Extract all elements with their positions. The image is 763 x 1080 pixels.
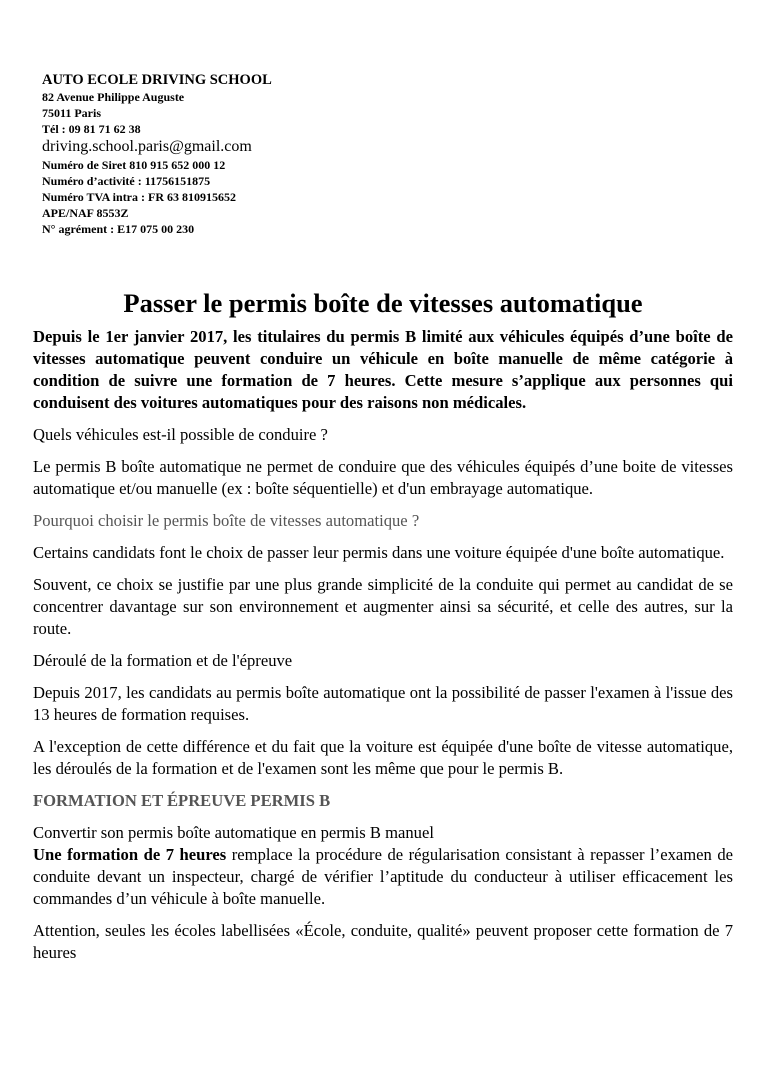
paragraph-candidates-choice: Certains candidats font le choix de passer leur permis dans une voiture équipée d'une boîte automatique.	[33, 543, 725, 562]
paragraph-since-2017: Depuis 2017, les candidats au permis boîte automatique ont la possibilité de passer l'examen à l'issue des 13 heures de formation requises.	[33, 683, 733, 724]
question-why-automatic: Pourquoi choisir le permis boîte de vitesses automatique ?	[33, 511, 420, 530]
company-address: 82 Avenue Philippe Auguste	[42, 90, 185, 104]
company-ape: APE/NAF 8553Z	[42, 206, 129, 220]
formation-rest: remplace la procédure de régularisation consistant à repasser l’examen de conduite devant un inspecteur, chargé de vérifier l’aptitude du conducteur à utiliser efficacement les commandes d’un véhicule à boîte manuelle.	[33, 845, 733, 908]
company-siret: Numéro de Siret 810 915 652 000 12	[42, 158, 226, 172]
letterhead	[42, 72, 462, 237]
article-body	[33, 286, 733, 974]
company-phone: Tél : 09 81 71 62 38	[42, 122, 141, 136]
paragraph-simplicity: Souvent, ce choix se justifie par une plus grande simplicité de la conduite qui permet au candidat de se concentrer davantage sur son environnement et augmenter ainsi sa sécurité, et celle des autres, sur la route.	[33, 575, 733, 638]
company-email: driving.school.paris@gmail.com	[42, 138, 252, 155]
question-convert: Convertir son permis boîte automatique en permis B manuel	[33, 823, 434, 842]
company-activite: Numéro d’activité : 11756151875	[42, 174, 211, 188]
page-title: Passer le permis boîte de vitesses automatique	[123, 288, 643, 318]
question-course-exam: Déroulé de la formation et de l'épreuve	[33, 651, 293, 670]
company-agrement: N° agrément : E17 075 00 230	[42, 222, 195, 236]
paragraph-exception: A l'exception de cette différence et du fait que la voiture est équipée d'une boîte de vitesse automatique, les déroulés de la formation et de l'examen sont les même que pour le permis B.	[33, 737, 733, 778]
paragraph-attention: Attention, seules les écoles labellisées «École, conduite, qualité» peuvent proposer cette formation de 7 heures	[33, 921, 733, 962]
company-name: AUTO ECOLE DRIVING SCHOOL	[42, 72, 272, 88]
question-vehicles: Quels véhicules est-il possible de conduire ?	[33, 425, 328, 444]
paragraph-vehicles: Le permis B boîte automatique ne permet de conduire que des véhicules équipés d’une boite de vitesses automatique et/ou manuelle (ex : boîte séquentielle) et d'un embrayage automatique.	[33, 457, 733, 498]
paragraph-formation	[33, 844, 733, 910]
company-tva: Numéro TVA intra : FR 63 810915652	[42, 190, 237, 204]
formation-bold: Une formation de 7 heures	[33, 845, 227, 864]
section-heading: FORMATION ET ÉPREUVE PERMIS B	[33, 791, 331, 810]
company-city: 75011 Paris	[42, 106, 101, 120]
intro-paragraph: Depuis le 1er janvier 2017, les titulaires du permis B limité aux véhicules équipés d’une boîte de vitesses automatique peuvent conduire un véhicule en boîte manuelle de même catégorie à condition de suivre une formation de 7 heures. Cette mesure s’applique aux personnes qui conduisent des voitures automatiques pour des raisons non médicales.	[33, 327, 733, 412]
